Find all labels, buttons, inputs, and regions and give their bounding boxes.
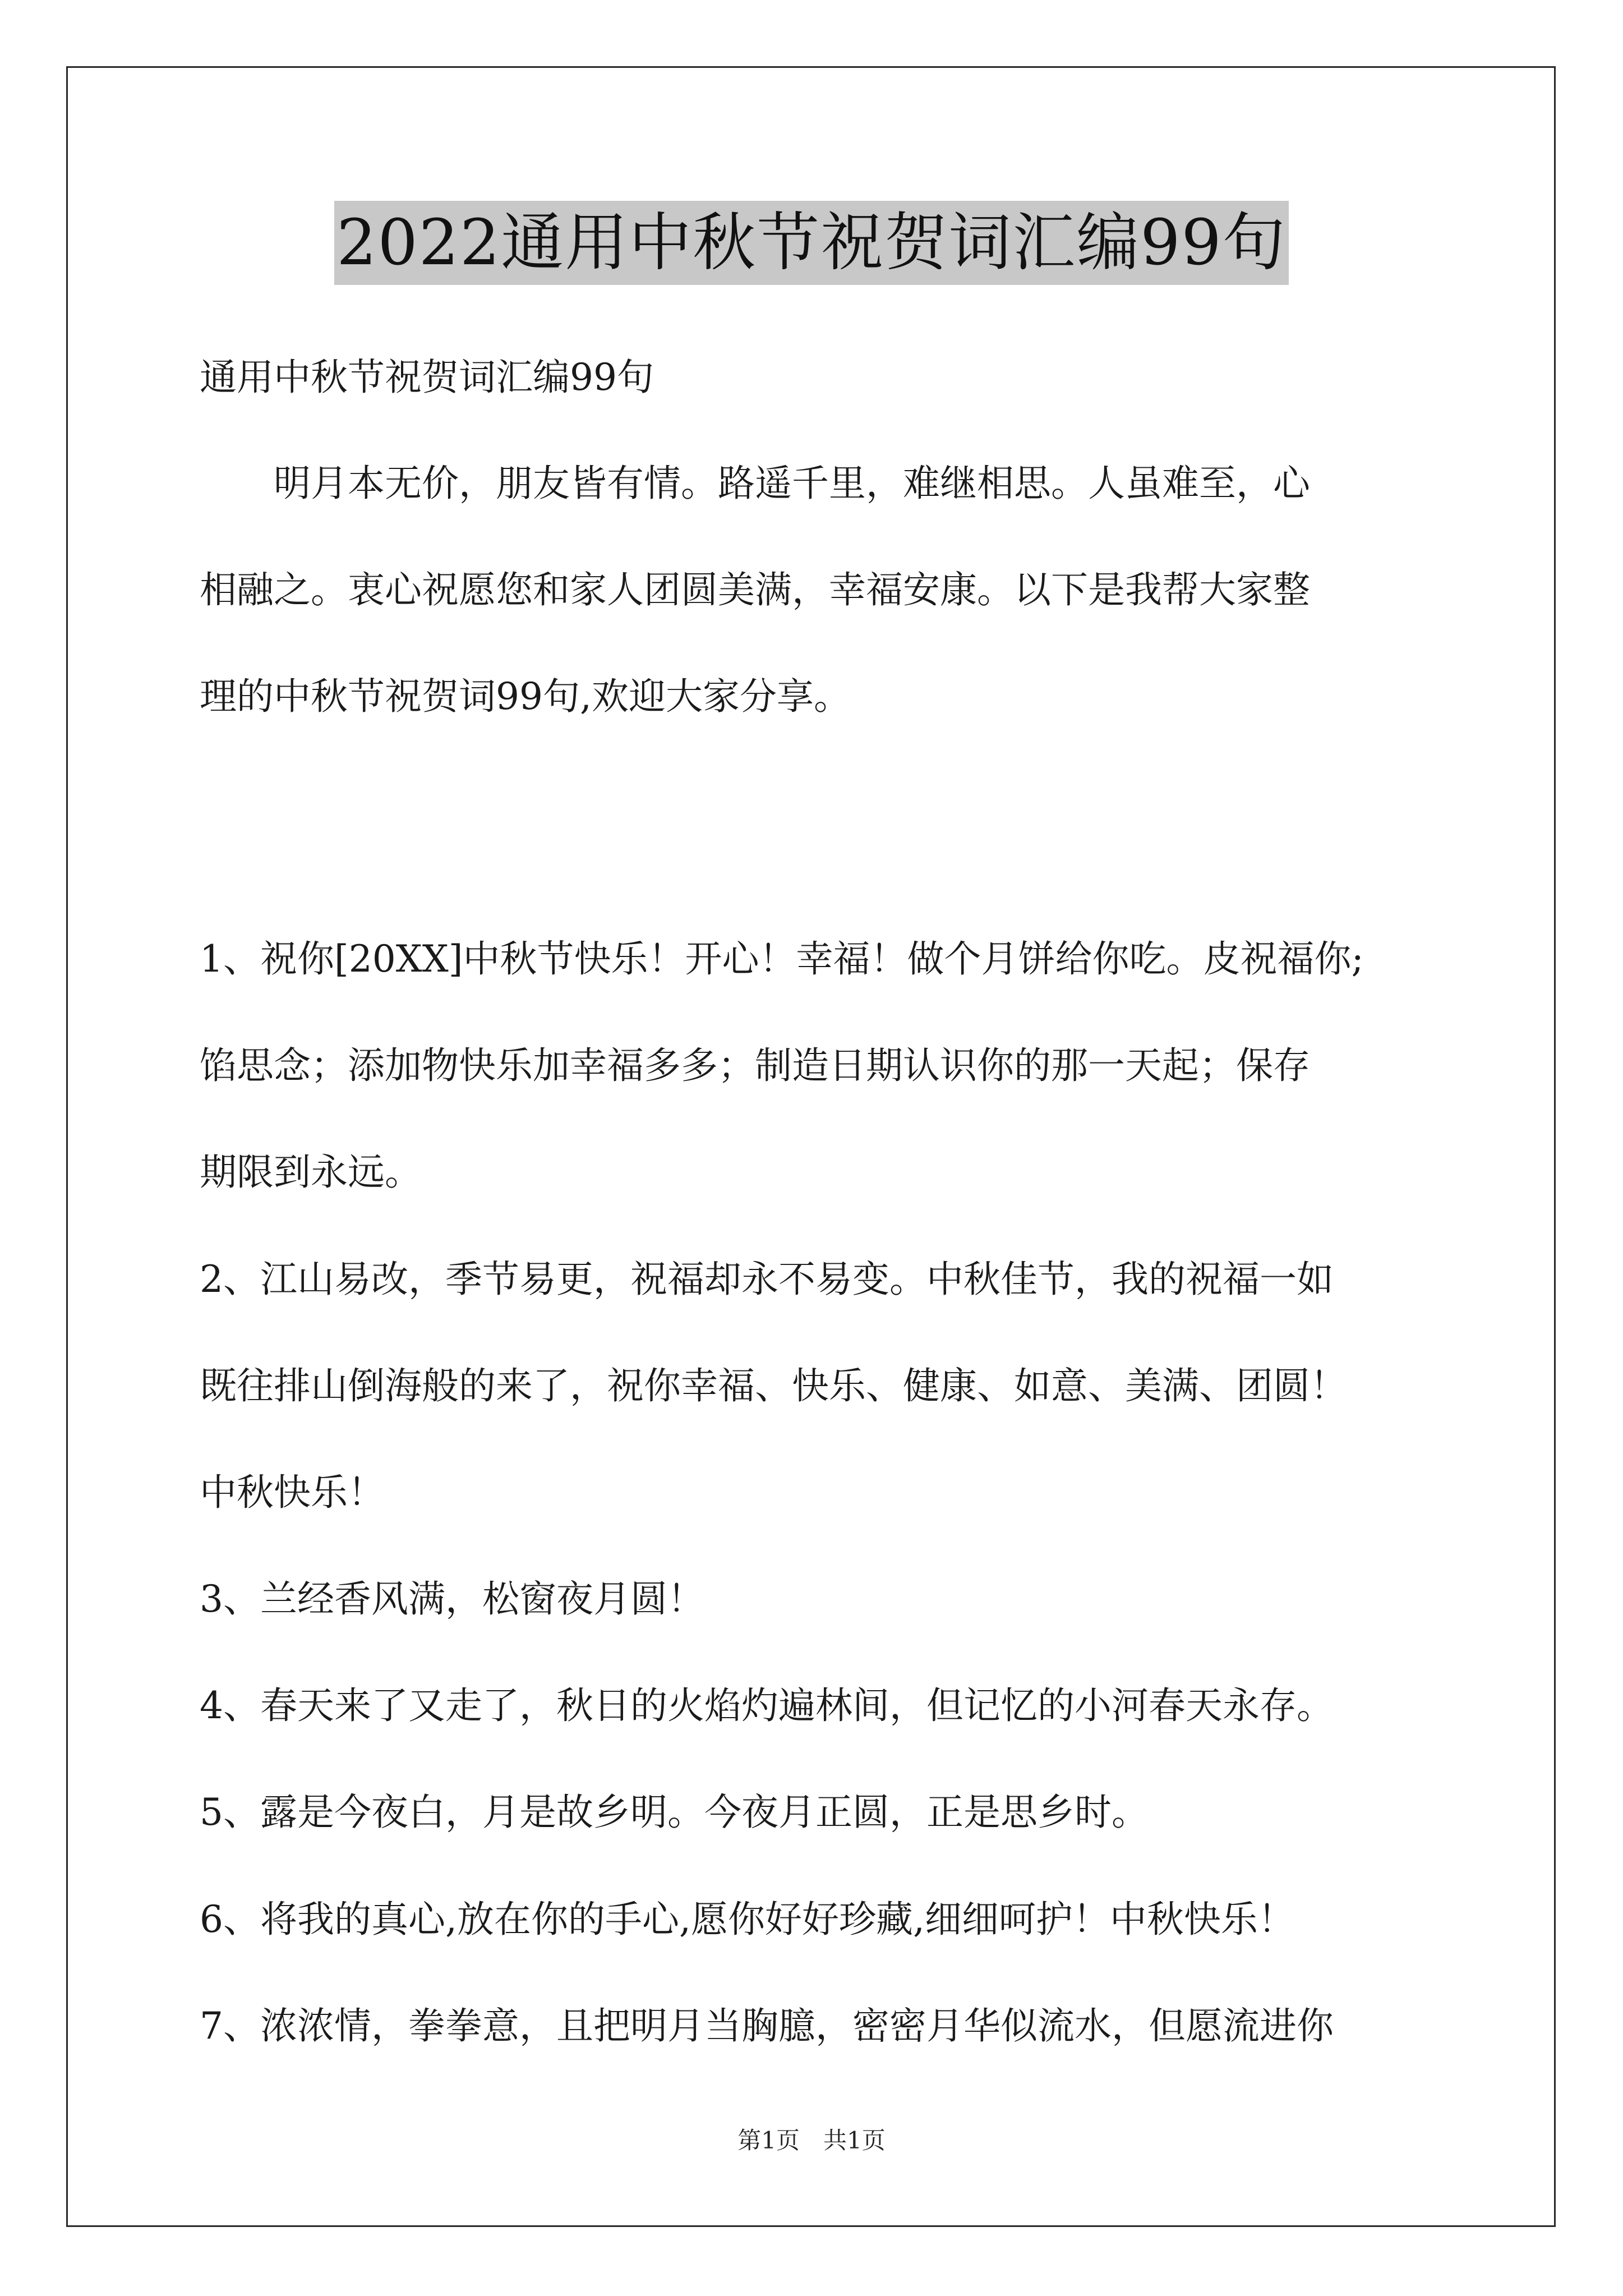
item-line: 5、露是今夜白，月是故乡明。今夜月正圆，正是思乡时。 [200,1791,1149,1834]
page-footer [0,2124,1623,2157]
item-line: 4、春天来了又走了，秋日的火焰灼遍林间，但记忆的小河春天永存。 [200,1684,1334,1727]
title-container [0,201,1623,285]
item-line: 馅思念；添加物快乐加幸福多多；制造日期认识你的那一天起；保存 [200,1044,1310,1087]
page-number: 第1页 共1页 [737,2127,886,2154]
item-line: 既往排山倒海般的来了，祝你幸福、快乐、健康、如意、美满、团圆！ [200,1364,1347,1407]
intro-line: 理的中秋节祝贺词99句,欢迎大家分享。 [200,675,851,718]
intro-line: 明月本无价，朋友皆有情。路遥千里，难继相思。人虽难至，心 [200,462,1310,505]
intro-line: 相融之。衷心祝愿您和家人团圆美满，幸福安康。以下是我帮大家整 [200,568,1310,611]
item-line: 期限到永远。 [200,1151,422,1194]
item-line: 7、浓浓情，拳拳意，且把明月当胸臆，密密月华似流水，但愿流进你 [200,2004,1334,2047]
subtitle-line: 通用中秋节祝贺词汇编99句 [200,356,654,399]
item-line: 3、兰经香风满，松窗夜月圆！ [200,1577,704,1621]
item-line: 2、江山易改，季节易更，祝福却永不易变。中秋佳节，我的祝福一如 [200,1258,1334,1301]
document-title: 2022通用中秋节祝贺词汇编99句 [334,201,1289,285]
item-line: 中秋快乐！ [200,1471,385,1514]
item-line: 1、祝你[20XX]中秋节快乐！开心！幸福！做个月饼给你吃。皮祝福你; [200,937,1364,981]
item-line: 6、将我的真心,放在你的手心,愿你好好珍藏,细细呵护！中秋快乐！ [200,1898,1295,1941]
